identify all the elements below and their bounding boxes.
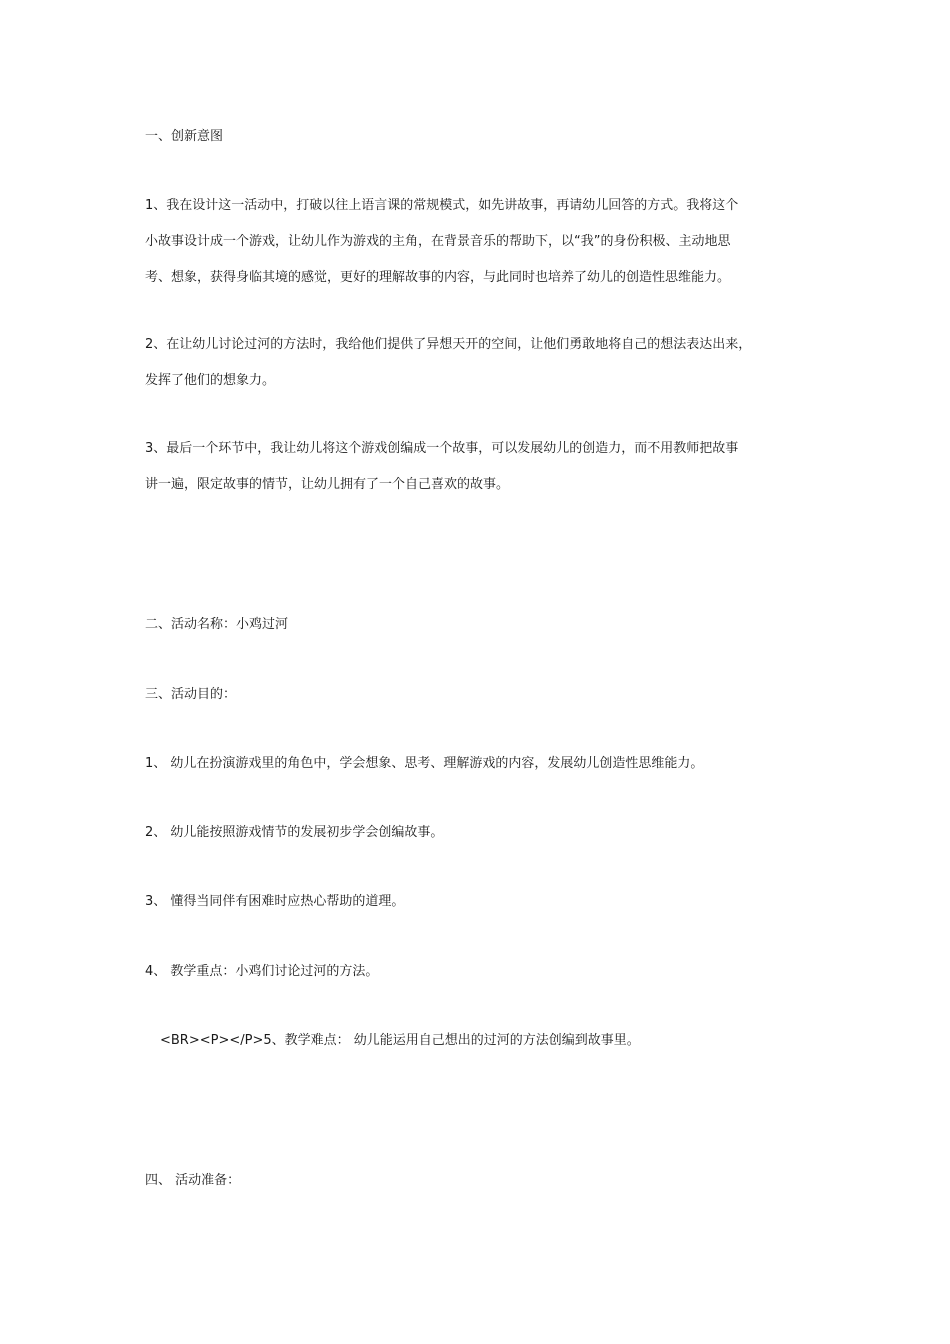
section-heading-goals: 三、活动目的： <box>145 687 237 702</box>
text-line: 小故事设计成一个游戏，让幼儿作为游戏的主角，在背景音乐的帮助下，以“我”的身份积极、主动地思 <box>145 234 731 249</box>
section-heading-activity-name: 二、活动名称：小鸡过河 <box>145 617 289 632</box>
goal-item-3: 3、 懂得当同伴有困难时应热心帮助的道理。 <box>145 894 405 909</box>
goal-item-2: 2、 幼儿能按照游戏情节的发展初步学会创编故事。 <box>145 825 444 840</box>
goal-item-5: <BR><P></P>5、教学难点： 幼儿能运用自己想出的过河的方法创编到故事里。 <box>160 1033 640 1048</box>
text-line: 1、我在设计这一活动中，打破以往上语言课的常规模式，如先讲故事，再请幼儿回答的方式。我将这个 <box>145 198 739 213</box>
goal-item-1: 1、 幼儿在扮演游戏里的角色中，学会想象、思考、理解游戏的内容，发展幼儿创造性思维能力。 <box>145 756 704 771</box>
section-heading-preparation: 四、 活动准备： <box>145 1173 241 1188</box>
section-heading-intent: 一、创新意图 <box>145 129 224 144</box>
text-line: 讲一遍，限定故事的情节，让幼儿拥有了一个自己喜欢的故事。 <box>145 477 510 492</box>
text-line: 3、最后一个环节中，我让幼儿将这个游戏创编成一个故事，可以发展幼儿的创造力，而不用教师把故事 <box>145 441 739 456</box>
text-line: 2、在让幼儿讨论过河的方法时，我给他们提供了异想天开的空间，让他们勇敢地将自己的想法表达出来， <box>145 337 752 352</box>
intent-paragraph-3 <box>145 431 810 503</box>
intent-paragraph-2 <box>145 327 810 399</box>
text-line: 发挥了他们的想象力。 <box>145 373 276 388</box>
goal-item-4: 4、 教学重点：小鸡们讨论过河的方法。 <box>145 964 379 979</box>
intent-paragraph-1 <box>145 188 810 296</box>
text-line: 考、想象，获得身临其境的感觉，更好的理解故事的内容，与此同时也培养了幼儿的创造性思维能力。 <box>145 270 731 285</box>
